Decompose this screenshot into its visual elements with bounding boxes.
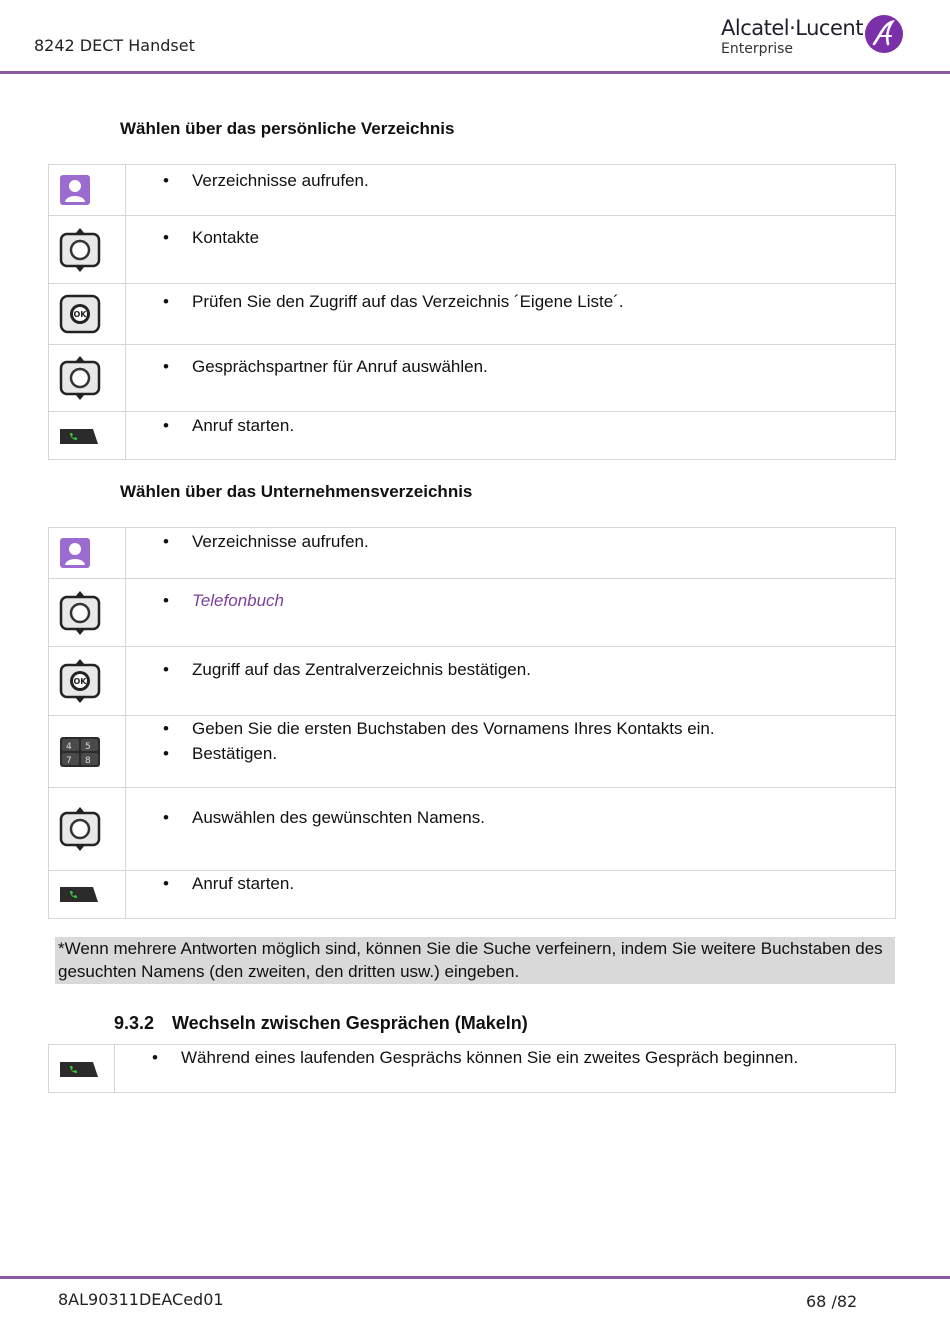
step-row: • Anruf starten. [49, 412, 896, 460]
svg-text:4: 4 [66, 742, 72, 752]
search-tip-note: *Wenn mehrere Antworten möglich sind, können Sie die Suche verfeinern, indem Sie weitere Buchstaben des gesuchten Namens (den zweiten, den dritten usw.) eingeben. [55, 937, 895, 984]
step-row: OK • Prüfen Sie den Zugriff auf das Verzeichnis ´Eigene Liste´. [49, 284, 896, 345]
contacts-icon [59, 174, 91, 206]
step-row: • Kontakte [49, 216, 896, 284]
step-text-link: Telefonbuch [192, 591, 285, 610]
svg-text:OK: OK [73, 310, 87, 319]
step-text: Auswählen des gewünschten Namens. [192, 808, 485, 827]
navigator-icon [59, 227, 101, 273]
navigator-ok-icon [59, 658, 101, 704]
step-text: Zugriff auf das Zentralverzeichnis bestätigen. [192, 660, 531, 679]
step-row: • Gesprächspartner für Anruf auswählen. [49, 345, 896, 412]
navigator-icon [59, 806, 101, 852]
navigator-icon [59, 590, 101, 636]
step-text: Während eines laufenden Gesprächs können Sie ein zweites Gespräch beginnen. [181, 1048, 799, 1067]
section-heading-personal: Wählen über das persönliche Verzeichnis [120, 119, 455, 138]
section-number: 9.3.2 [114, 1013, 155, 1033]
navigator-icon [59, 355, 101, 401]
step-text: Gesprächspartner für Anruf auswählen. [192, 357, 488, 376]
call-switch-steps [48, 1044, 896, 1093]
step-row: • Telefonbuch [49, 579, 896, 647]
call-key-icon [59, 426, 99, 446]
step-text: Prüfen Sie den Zugriff auf das Verzeichnis ´Eigene Liste´. [192, 292, 624, 311]
brand-name: Alcatel·Lucent [721, 16, 863, 40]
brand-subtitle: Enterprise [721, 41, 794, 57]
step-row: • Verzeichnisse aufrufen. [49, 165, 896, 216]
section-heading-9-3-2 [114, 1013, 528, 1034]
step-text: Verzeichnisse aufrufen. [192, 171, 369, 190]
keypad-icon [59, 736, 101, 768]
step-row: • Auswählen des gewünschten Namens. [49, 788, 896, 871]
page-number: 68 /82 [806, 1292, 858, 1311]
step-text: Anruf starten. [192, 874, 295, 893]
svg-text:5: 5 [85, 742, 91, 752]
section-heading-company: Wählen über das Unternehmensverzeichnis [120, 482, 473, 501]
call-key-icon [59, 884, 99, 904]
svg-text:8: 8 [85, 756, 91, 766]
step-text: Verzeichnisse aufrufen. [192, 532, 369, 551]
section-title: Wechseln zwischen Gesprächen (Makeln) [172, 1013, 528, 1033]
footer-rule [0, 1276, 950, 1279]
document-reference: 8AL90311DEACed01 [58, 1290, 224, 1309]
call-key-icon [59, 1059, 99, 1079]
step-row: OK • Zugriff auf das Zentralverzeichnis bestätigen. [49, 647, 896, 716]
step-row: 4 5 7 8 • Geben Sie die ersten Buchstaben des Vornamens Ihres Kontakts ein. • Bestätigen. [49, 716, 896, 788]
ok-key-icon [59, 294, 101, 334]
company-directory-steps [48, 527, 896, 919]
step-text: Kontakte [192, 228, 260, 247]
brand-block [721, 16, 863, 57]
contacts-icon [59, 537, 91, 569]
step-text: Anruf starten. [192, 416, 295, 435]
step-row: • Verzeichnisse aufrufen. [49, 528, 896, 579]
svg-text:7: 7 [66, 756, 72, 766]
step-text: Geben Sie die ersten Buchstaben des Vornamens Ihres Kontakts ein. [192, 719, 715, 738]
step-row: • Anruf starten. [49, 871, 896, 919]
personal-directory-steps [48, 164, 896, 460]
step-row: • Während eines laufenden Gesprächs können Sie ein zweites Gespräch beginnen. [49, 1045, 896, 1093]
header-rule [0, 71, 950, 74]
alcatel-lucent-logo-icon [864, 14, 904, 59]
document-title: 8242 DECT Handset [34, 36, 195, 55]
svg-text:OK: OK [73, 677, 87, 686]
step-text: Bestätigen. [192, 744, 278, 763]
